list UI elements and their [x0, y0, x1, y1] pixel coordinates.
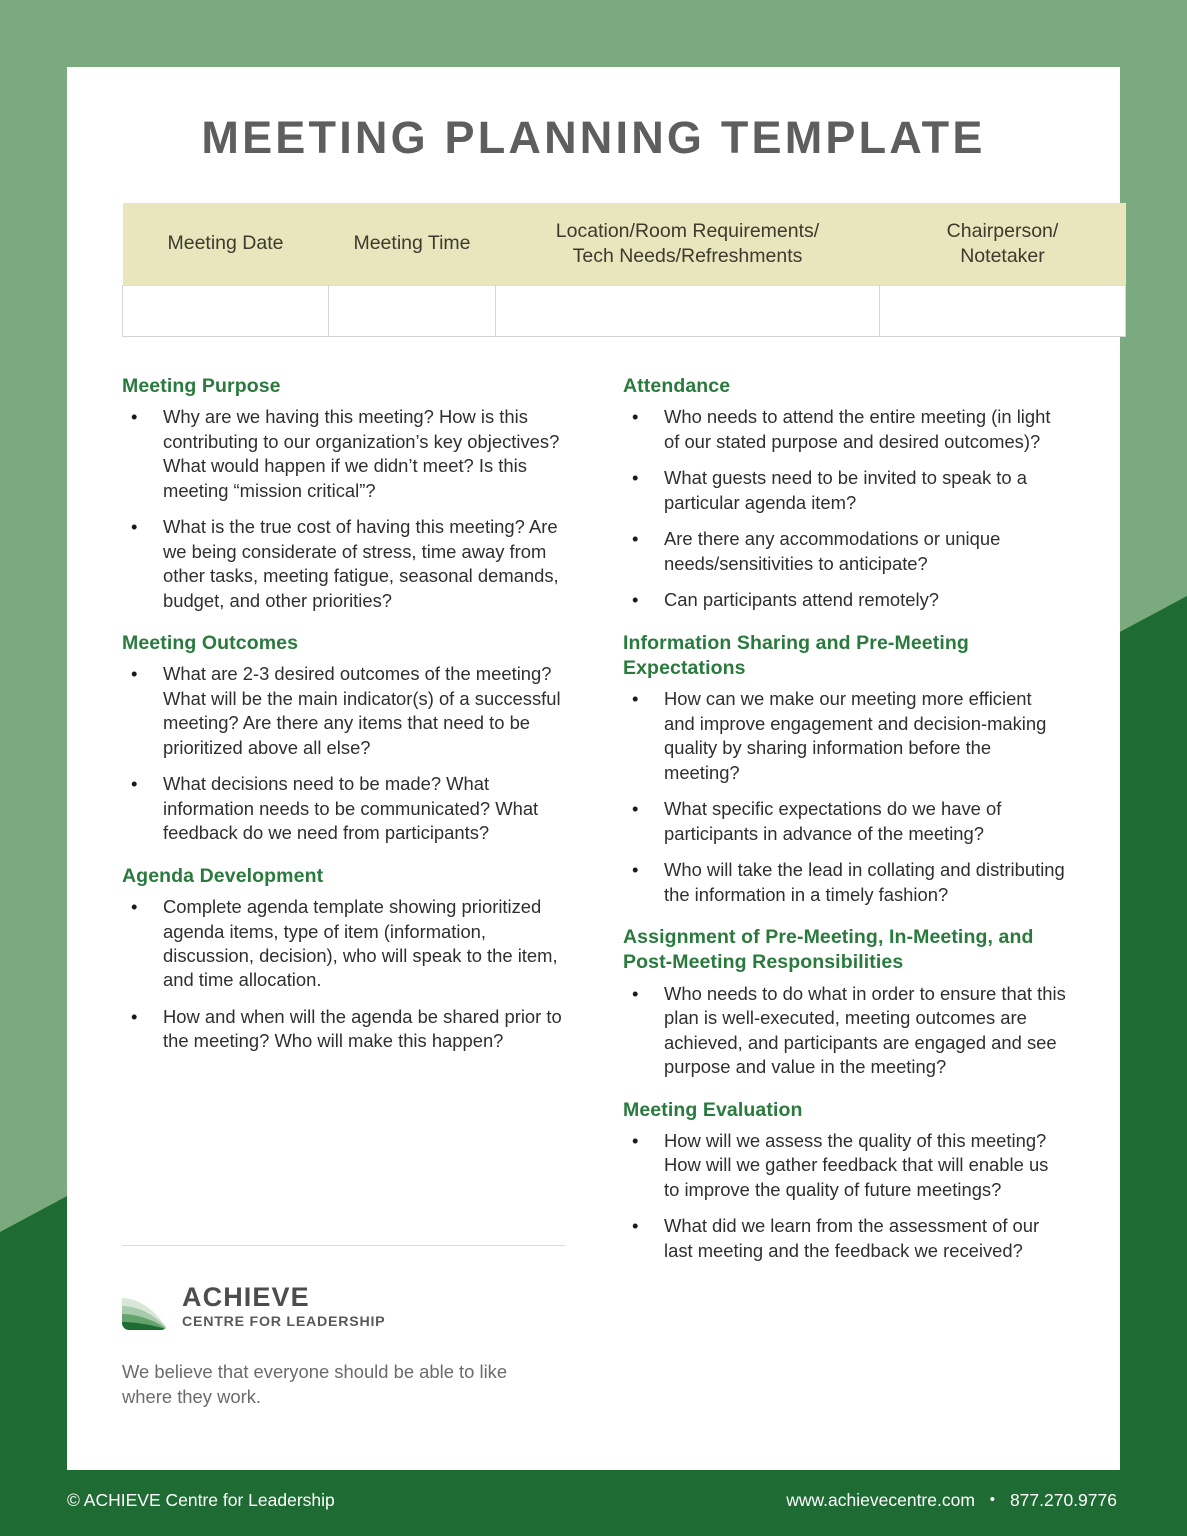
bullet-point-icon: •: [632, 406, 639, 428]
section-heading: Assignment of Pre-Meeting, In-Meeting, and Post-Meeting Responsibilities: [623, 926, 1034, 974]
brand-tagline: We believe that everyone should be able to like where they work.: [122, 1361, 508, 1407]
section-heading: Information Sharing and Pre-Meeting Expectations: [623, 631, 969, 679]
list-item-text: How can we make our meeting more efficient and improve engagement and decision-making quality by sharing information before the meeting?: [664, 688, 1047, 783]
footer-separator-dot: •: [989, 1491, 996, 1508]
bullet-point-icon: •: [131, 773, 138, 795]
brand-subtitle: CENTRE FOR LEADERSHIP: [182, 1314, 386, 1331]
header-line: Chairperson/: [946, 220, 1059, 242]
list-item-text: What guests need to be invited to speak to a particular agenda item?: [664, 467, 1027, 513]
list-item-text: What did we learn from the assessment of our last meeting and the feedback we received?: [664, 1215, 1040, 1261]
list-item-text: Who needs to do what in order to ensure that this plan is well-executed, meeting outcomes are achieved, and participants are engaged and see purpose and value in the meeting?: [664, 982, 1066, 1078]
content-section: [122, 864, 565, 1054]
list-item-text: Are there any accommodations or unique needs/sensitivities to anticipate?: [664, 528, 1001, 574]
header-line: Notetaker: [960, 244, 1045, 267]
header-line: Location/Room Requirements/: [555, 220, 820, 242]
logo-row: [122, 1283, 565, 1330]
bullet-list: [623, 687, 1066, 907]
list-item: [623, 405, 1066, 454]
list-item-text: What are 2-3 desired outcomes of the meeting? What will be the main indicator(s) of a successful meeting? Are there any items that need to be prioritized above all else?: [163, 663, 561, 758]
list-item-text: Why are we having this meeting? How is this contributing to our organization’s key objectives? What would happen if we didn’t meet? Is this meeting “mission critical”?: [163, 406, 560, 501]
section-heading: Meeting Purpose: [122, 375, 281, 397]
bullet-point-icon: •: [632, 1215, 639, 1237]
list-item-text: What is the true cost of having this meeting? Are we being considerate of stress, time away from other tasks, meeting fatigue, seasonal demands, budget, and other priorities?: [163, 516, 559, 611]
list-item: [122, 772, 565, 845]
list-item-text: Who will take the lead in collating and distributing the information in a timely fashion?: [664, 859, 1065, 905]
list-item: [122, 1005, 565, 1054]
list-item-text: What specific expectations do we have of participants in advance of the meeting?: [664, 798, 1002, 844]
bullet-point-icon: •: [131, 663, 138, 685]
header-location-requirements: [496, 203, 880, 285]
bullet-list: [623, 405, 1066, 612]
table-row: [123, 285, 1126, 336]
section-heading: Attendance: [623, 375, 731, 397]
bullet-point-icon: •: [632, 589, 639, 611]
brand-name: ACHIEVE: [182, 1282, 310, 1312]
document-sheet: [67, 67, 1120, 1470]
bullet-point-icon: •: [632, 982, 639, 1004]
content-section: [623, 925, 1066, 1080]
list-item: [623, 466, 1066, 515]
page-footer: [0, 1470, 1187, 1536]
achieve-swoosh-logo-icon: [122, 1284, 168, 1330]
left-content-column: [122, 374, 565, 1056]
list-item: [623, 527, 1066, 576]
brand-block: [122, 1245, 565, 1409]
section-heading: Meeting Evaluation: [623, 1098, 803, 1121]
bullet-point-icon: •: [632, 859, 639, 881]
list-item: [122, 515, 565, 613]
cell-location-requirements[interactable]: [496, 285, 880, 336]
logo-wordmark: [182, 1283, 385, 1330]
list-item-text: Who needs to attend the entire meeting (in light of our stated purpose and desired outcomes)?: [664, 406, 1051, 452]
header-meeting-time: [329, 203, 496, 285]
bullet-point-icon: •: [632, 528, 639, 550]
page-title: MEETING PLANNING TEMPLATE: [201, 112, 986, 163]
list-item-text: Can participants attend remotely?: [664, 589, 939, 611]
section-heading: Meeting Outcomes: [122, 632, 299, 655]
bullet-list: [623, 982, 1066, 1080]
footer-phone[interactable]: 877.270.9776: [1009, 1490, 1117, 1510]
bullet-point-icon: •: [131, 896, 138, 918]
bullet-point-icon: •: [632, 467, 639, 489]
cell-meeting-time[interactable]: [329, 285, 496, 336]
content-section: [623, 374, 1066, 613]
table-header-row: [123, 203, 1126, 285]
bullet-point-icon: •: [632, 798, 639, 820]
list-item: [623, 858, 1066, 907]
list-item-text: Complete agenda template showing prioritized agenda items, type of item (information, discussion, decision), who will speak to the item, and time allocation.: [163, 896, 558, 991]
list-item-text: What decisions need to be made? What information needs to be communicated? What feedback do we need from participants?: [163, 773, 539, 844]
list-item: [122, 405, 565, 503]
footer-contact: [786, 1490, 1117, 1511]
bullet-list: [623, 1129, 1066, 1263]
list-item: [122, 662, 565, 760]
list-item: [623, 687, 1066, 785]
section-heading: Agenda Development: [122, 864, 324, 887]
bullet-list: [122, 405, 565, 613]
footer-copyright: © ACHIEVE Centre for Leadership: [67, 1490, 335, 1510]
list-item: [623, 797, 1066, 846]
content-section: [122, 374, 565, 613]
bullet-point-icon: •: [632, 688, 639, 710]
footer-website[interactable]: www.achievecentre.com: [786, 1490, 975, 1510]
header-line: Meeting Date: [167, 232, 284, 255]
list-item-text: How will we assess the quality of this meeting? How will we gather feedback that will enable us to improve the quality of future meetings?: [664, 1129, 1049, 1200]
bullet-list: [122, 662, 565, 845]
cell-meeting-date[interactable]: [123, 285, 329, 336]
list-item-text: How and when will the agenda be shared prior to the meeting? Who will make this happen?: [163, 1005, 562, 1052]
content-section: [122, 631, 565, 846]
list-item: [122, 895, 565, 993]
list-item: [623, 982, 1066, 1080]
header-line: Tech Needs/Refreshments: [572, 244, 803, 267]
bullet-list: [122, 895, 565, 1054]
bullet-point-icon: •: [131, 406, 138, 428]
cell-chairperson-notetaker[interactable]: [880, 285, 1126, 336]
bullet-point-icon: •: [131, 516, 138, 538]
bullet-point-icon: •: [632, 1129, 639, 1151]
header-line: Meeting Time: [353, 232, 471, 255]
content-section: [623, 631, 1066, 907]
header-meeting-date: [123, 203, 329, 285]
meeting-info-table: [122, 203, 1126, 337]
right-content-column: [623, 374, 1066, 1265]
bullet-point-icon: •: [131, 1005, 138, 1027]
list-item: [623, 1129, 1066, 1202]
list-item: [623, 1214, 1066, 1263]
content-section: [623, 1098, 1066, 1264]
header-chairperson-notetaker: [880, 203, 1126, 285]
list-item: [623, 588, 1066, 612]
section-divider: [122, 1245, 565, 1246]
